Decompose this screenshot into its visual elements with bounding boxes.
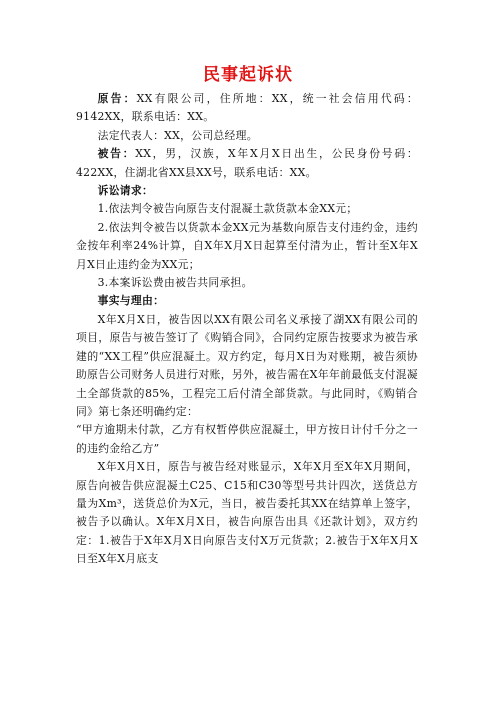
claim-item: 2.依法判令被告以货款本金XX元为基数向原告支付违约金，违约金按年利率24%计算，自X年X月X日起算至付清为止，暂计至X年X月X日止违约金为XX元； [76,220,418,271]
defendant-text: XX，男，汉族，X年X月X日出生，公民身份号码：422XX，住湖北省XX县XX号，联系电话：XX。 [76,147,418,179]
document-title: 民事起诉状 [203,65,293,85]
claim-item: 3.本案诉讼费由被告共同承担。 [97,276,253,290]
legal-representative: 法定代表人：XX，公司总经理。 [97,128,258,142]
facts-paragraph: X年X月X日，被告因以XX有限公司名义承接了湖XX有限公司的项目，原告与被告签订了《购销合同》，合同约定原告按要求为被告承建的“XX工程”供应混凝土。双方约定，每月X日为对账期，被告须协助原告公司财务人员进行对账，另外，被告需在X年年前最低支付混凝土全部货款的85%，工程完工后付清全部货款。与此同时，《购销合同》第七条还明确约定： [76,312,418,418]
plaintiff-label: 原告： [97,92,137,105]
claims-heading: 诉讼请求： [97,184,154,198]
facts-heading: 事实与理由： [97,294,165,308]
defendant-paragraph [76,145,418,182]
plaintiff-text: XX有限公司，住所地：XX，统一社会信用代码：9142XX，联系电话：XX。 [76,92,418,124]
claim-item: 1.依法判令被告向原告支付混凝土款货款本金XX元； [97,202,358,216]
defendant-label: 被告： [97,147,136,161]
facts-paragraph: X年X月X日，原告与被告经对账显示，X年X月至X年X月期间，原告向被告供应混凝土C25、C15和C30等型号共计四次，送货总方量为Xm³，送货总价为X元，当日，被告委托其XX在结算单上签字，被告予以确认。X年X月X日，被告向原告出具《还款计划》，双方约定：1.被告于X年X月X日向原告支付X万元货款；2.被告于X年X月X日至X年X月底支 [76,460,418,566]
plaintiff-paragraph [76,90,418,127]
contract-quote: “甲方逾期未付款，乙方有权暂停供应混凝土，甲方按日计付千分之一的违约金给乙方” [76,423,418,455]
document-body [76,90,418,569]
